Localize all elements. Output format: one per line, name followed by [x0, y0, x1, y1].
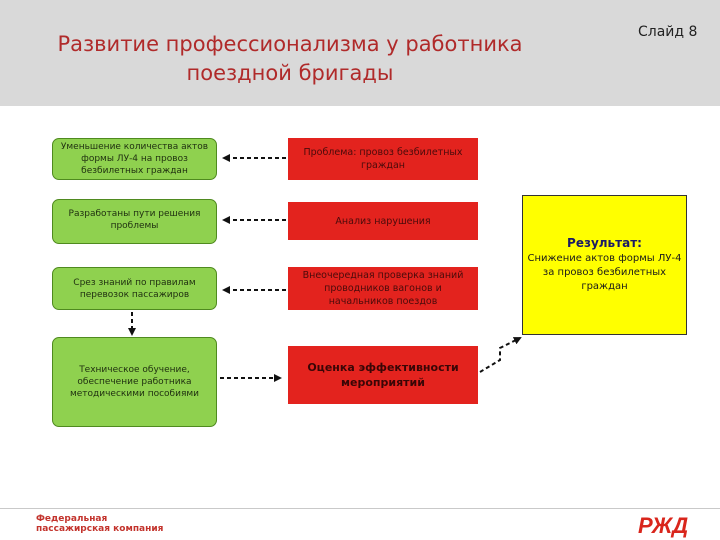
box-problem — [288, 138, 478, 180]
box-analysis-text: Анализ нарушения — [335, 215, 431, 227]
company-name — [36, 514, 163, 534]
box-evaluation-text: Оценка эффективности мероприятий — [307, 361, 459, 389]
company-line-1: Федеральная — [36, 514, 108, 524]
footer-divider — [0, 508, 720, 509]
box-analysis — [288, 202, 478, 240]
result-text: Снижение актов формы ЛУ-4 за провоз безбилетных граждан — [527, 253, 682, 292]
box-technical-training — [52, 337, 217, 427]
arrow-evaluation-to-result — [480, 338, 520, 372]
box-solutions-developed-text: Разработаны пути решения проблемы — [68, 209, 201, 231]
rzd-logo — [636, 512, 692, 538]
title-line-1: Развитие профессионализма у работника — [57, 32, 523, 56]
result-box — [522, 195, 687, 335]
title-line-2: поездной бригады — [186, 61, 394, 85]
result-label: Результат: — [567, 236, 642, 250]
box-knowledge-survey-text: Срез знаний по правилам перевозок пассажиров — [73, 277, 196, 300]
box-unscheduled-check — [288, 267, 478, 310]
box-knowledge-survey — [52, 267, 217, 310]
box-reduction-of-acts — [52, 138, 217, 180]
box-solutions-developed — [52, 199, 217, 244]
box-evaluation — [288, 346, 478, 404]
slide-number: Слайд 8 — [638, 24, 698, 40]
box-technical-training-text: Техническое обучение, обеспечение работника методическими пособиями — [69, 365, 200, 399]
box-reduction-of-acts-text: Уменьшение количества актов формы ЛУ-4 на провоз безбилетных граждан — [60, 142, 209, 176]
rzd-logo-text: РЖД — [638, 513, 689, 538]
company-line-2: пассажирская компания — [36, 524, 164, 534]
box-unscheduled-check-text: Внеочередная проверка знаний проводников вагонов и начальников поездов — [302, 270, 464, 307]
box-problem-text: Проблема: провоз безбилетных граждан — [303, 147, 463, 171]
